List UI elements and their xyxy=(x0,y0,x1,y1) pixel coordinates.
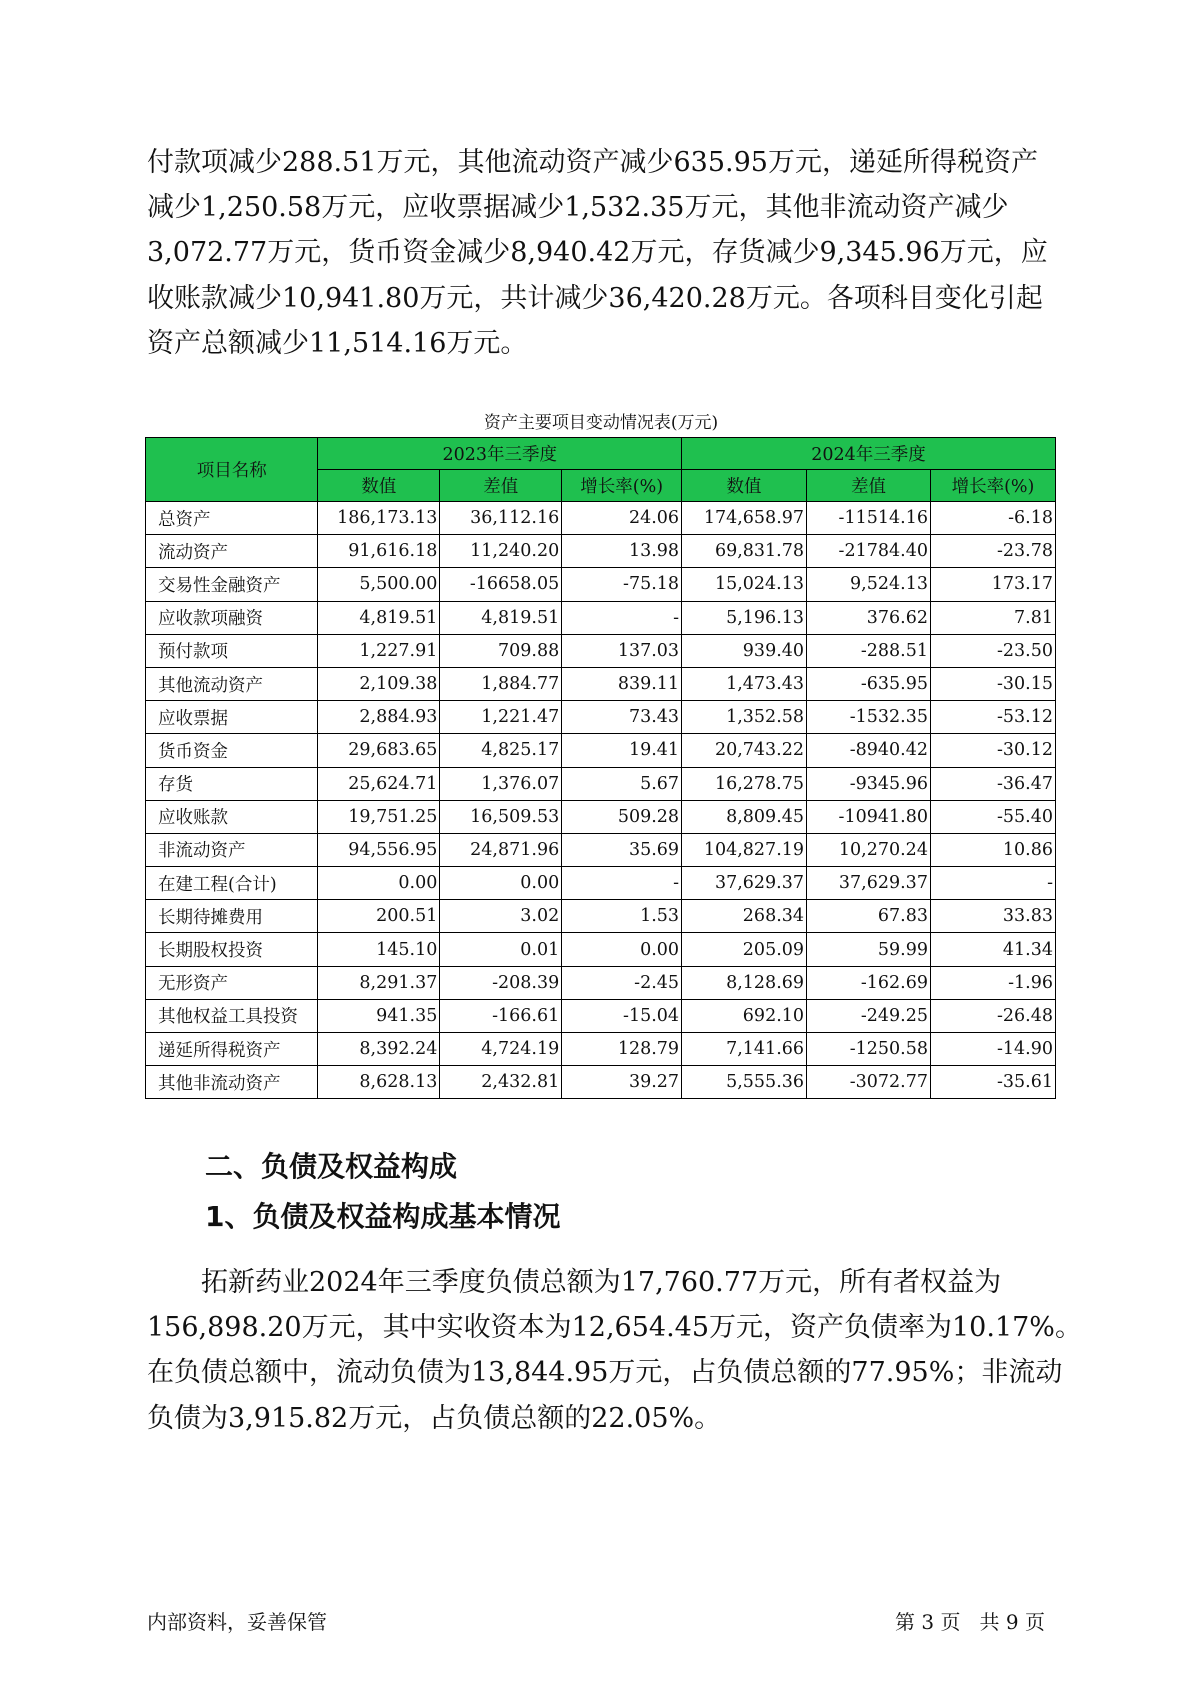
intro-line: 付款项减少288.51万元，其他流动资产减少635.95万元，递延所得税资产 xyxy=(147,147,1038,178)
table-row xyxy=(146,767,1056,800)
row-value-cell: 9,524.13 xyxy=(807,568,931,601)
table-row xyxy=(146,867,1056,900)
table-row xyxy=(146,933,1056,966)
row-value-cell: -6.18 xyxy=(930,502,1055,535)
row-value-cell: 3.02 xyxy=(440,900,562,933)
table-row xyxy=(146,634,1056,667)
row-value-cell: -16658.05 xyxy=(440,568,562,601)
row-value-cell: 1,221.47 xyxy=(440,701,562,734)
row-value-cell: -11514.16 xyxy=(807,502,931,535)
row-value-cell: -9345.96 xyxy=(807,767,931,800)
row-value-cell: 941.35 xyxy=(318,999,440,1032)
row-value-cell: 0.00 xyxy=(318,867,440,900)
row-value-cell: 839.11 xyxy=(562,667,682,700)
row-value-cell: 200.51 xyxy=(318,900,440,933)
row-value-cell: 24,871.96 xyxy=(440,833,562,866)
row-value-cell: -36.47 xyxy=(930,767,1055,800)
header-group-2023: 2023年三季度 xyxy=(318,438,682,470)
table-row xyxy=(146,1033,1056,1066)
row-value-cell: 692.10 xyxy=(682,999,807,1032)
row-value-cell: 174,658.97 xyxy=(682,502,807,535)
row-value-cell: 69,831.78 xyxy=(682,535,807,568)
row-value-cell: 205.09 xyxy=(682,933,807,966)
row-value-cell: -2.45 xyxy=(562,966,682,999)
header-growth-2024: 增长率(%) xyxy=(930,470,1055,502)
table-row xyxy=(146,667,1056,700)
row-value-cell: 1.53 xyxy=(562,900,682,933)
section-heading: 二、负债及权益构成 xyxy=(205,1150,458,1183)
row-value-cell: 8,392.24 xyxy=(318,1033,440,1066)
body-line: 156,898.20万元，其中实收资本为12,654.45万元，资产负债率为10.17%。 xyxy=(147,1312,1082,1344)
row-value-cell: -15.04 xyxy=(562,999,682,1032)
row-value-cell: 37,629.37 xyxy=(807,867,931,900)
header-group-2024: 2024年三季度 xyxy=(682,438,1056,470)
intro-line: 收账款减少10,941.80万元，共计减少36,420.28万元。各项科目变化引起 xyxy=(147,282,1043,314)
row-value-cell: 39.27 xyxy=(562,1066,682,1099)
row-value-cell: 19,751.25 xyxy=(318,800,440,833)
row-value-cell: 73.43 xyxy=(562,701,682,734)
row-value-cell: -1532.35 xyxy=(807,701,931,734)
row-value-cell: 1,884.77 xyxy=(440,667,562,700)
header-item-name: 项目名称 xyxy=(146,438,318,502)
row-value-cell: 25,624.71 xyxy=(318,767,440,800)
row-value-cell: 33.83 xyxy=(930,900,1055,933)
row-value-cell: 4,825.17 xyxy=(440,734,562,767)
row-item-name: 无形资产 xyxy=(146,966,318,999)
body-line: 拓新药业2024年三季度负债总额为17,760.77万元，所有者权益为 xyxy=(201,1267,1002,1298)
table-row xyxy=(146,734,1056,767)
row-value-cell: 7,141.66 xyxy=(682,1033,807,1066)
row-value-cell: 186,173.13 xyxy=(318,502,440,535)
row-value-cell: 2,432.81 xyxy=(440,1066,562,1099)
row-value-cell: 41.34 xyxy=(930,933,1055,966)
intro-paragraph xyxy=(147,140,1047,366)
row-value-cell: 939.40 xyxy=(682,634,807,667)
row-value-cell: 104,827.19 xyxy=(682,833,807,866)
row-value-cell: 145.10 xyxy=(318,933,440,966)
row-value-cell: -53.12 xyxy=(930,701,1055,734)
table-row xyxy=(146,966,1056,999)
row-value-cell: - xyxy=(930,867,1055,900)
row-value-cell: -55.40 xyxy=(930,800,1055,833)
row-value-cell: 15,024.13 xyxy=(682,568,807,601)
row-value-cell: 1,352.58 xyxy=(682,701,807,734)
row-value-cell: 67.83 xyxy=(807,900,931,933)
row-value-cell: -1.96 xyxy=(930,966,1055,999)
row-value-cell: -166.61 xyxy=(440,999,562,1032)
row-value-cell: 8,809.45 xyxy=(682,800,807,833)
row-item-name: 预付款项 xyxy=(146,634,318,667)
row-value-cell: 36,112.16 xyxy=(440,502,562,535)
row-value-cell: 709.88 xyxy=(440,634,562,667)
row-value-cell: 59.99 xyxy=(807,933,931,966)
row-item-name: 流动资产 xyxy=(146,535,318,568)
row-item-name: 其他流动资产 xyxy=(146,667,318,700)
row-item-name: 总资产 xyxy=(146,502,318,535)
row-value-cell: -10941.80 xyxy=(807,800,931,833)
row-value-cell: 4,819.51 xyxy=(440,601,562,634)
table-row xyxy=(146,502,1056,535)
row-value-cell: 11,240.20 xyxy=(440,535,562,568)
header-diff-2024: 差值 xyxy=(807,470,931,502)
row-value-cell: -14.90 xyxy=(930,1033,1055,1066)
body-line: 负债为3,915.82万元，占负债总额的22.05%。 xyxy=(147,1402,722,1434)
row-value-cell: 1,376.07 xyxy=(440,767,562,800)
row-value-cell: 29,683.65 xyxy=(318,734,440,767)
row-value-cell: -35.61 xyxy=(930,1066,1055,1099)
row-value-cell: - xyxy=(562,867,682,900)
row-value-cell: 4,819.51 xyxy=(318,601,440,634)
row-value-cell: 5,500.00 xyxy=(318,568,440,601)
row-value-cell: 2,109.38 xyxy=(318,667,440,700)
row-value-cell: 268.34 xyxy=(682,900,807,933)
row-value-cell: 2,884.93 xyxy=(318,701,440,734)
row-value-cell: 10.86 xyxy=(930,833,1055,866)
row-value-cell: 7.81 xyxy=(930,601,1055,634)
table-row xyxy=(146,833,1056,866)
row-value-cell: 137.03 xyxy=(562,634,682,667)
row-item-name: 存货 xyxy=(146,767,318,800)
row-value-cell: 35.69 xyxy=(562,833,682,866)
row-value-cell: 128.79 xyxy=(562,1033,682,1066)
row-value-cell: 19.41 xyxy=(562,734,682,767)
row-item-name: 货币资金 xyxy=(146,734,318,767)
intro-line: 资产总额减少11,514.16万元。 xyxy=(147,327,528,359)
footer-page-number: 第 3 页 共 9 页 xyxy=(895,1610,1045,1634)
table-row xyxy=(146,800,1056,833)
row-value-cell: 509.28 xyxy=(562,800,682,833)
row-value-cell: -26.48 xyxy=(930,999,1055,1032)
row-value-cell: -288.51 xyxy=(807,634,931,667)
intro-line: 减少1,250.58万元，应收票据减少1,532.35万元，其他非流动资产减少 xyxy=(147,192,1009,224)
row-value-cell: 8,291.37 xyxy=(318,966,440,999)
row-item-name: 应收票据 xyxy=(146,701,318,734)
row-value-cell: 173.17 xyxy=(930,568,1055,601)
row-value-cell: 91,616.18 xyxy=(318,535,440,568)
row-value-cell: -8940.42 xyxy=(807,734,931,767)
row-value-cell: 8,128.69 xyxy=(682,966,807,999)
body-paragraph xyxy=(147,1260,1082,1441)
subsection-heading: 1、负债及权益构成基本情况 xyxy=(205,1200,561,1233)
row-value-cell: 0.00 xyxy=(440,867,562,900)
table-row xyxy=(146,568,1056,601)
row-value-cell: - xyxy=(562,601,682,634)
row-item-name: 长期待摊费用 xyxy=(146,900,318,933)
row-value-cell: -21784.40 xyxy=(807,535,931,568)
row-value-cell: 37,629.37 xyxy=(682,867,807,900)
row-value-cell: 16,278.75 xyxy=(682,767,807,800)
row-item-name: 长期股权投资 xyxy=(146,933,318,966)
row-item-name: 递延所得税资产 xyxy=(146,1033,318,1066)
row-value-cell: 1,473.43 xyxy=(682,667,807,700)
table-caption: 资产主要项目变动情况表(万元) xyxy=(483,413,719,433)
row-value-cell: -23.50 xyxy=(930,634,1055,667)
header-value-2023: 数值 xyxy=(318,470,440,502)
table-row xyxy=(146,535,1056,568)
row-value-cell: -23.78 xyxy=(930,535,1055,568)
row-item-name: 应收账款 xyxy=(146,800,318,833)
row-item-name: 其他非流动资产 xyxy=(146,1066,318,1099)
row-value-cell: 1,227.91 xyxy=(318,634,440,667)
row-value-cell: -162.69 xyxy=(807,966,931,999)
row-value-cell: 0.00 xyxy=(562,933,682,966)
row-value-cell: 5,196.13 xyxy=(682,601,807,634)
row-value-cell: -3072.77 xyxy=(807,1066,931,1099)
row-item-name: 非流动资产 xyxy=(146,833,318,866)
table-body xyxy=(146,502,1056,1099)
table-row xyxy=(146,999,1056,1032)
row-value-cell: 4,724.19 xyxy=(440,1033,562,1066)
body-line: 在负债总额中，流动负债为13,844.95万元，占负债总额的77.95%；非流动 xyxy=(147,1357,1063,1389)
table-row xyxy=(146,601,1056,634)
row-value-cell: 13.98 xyxy=(562,535,682,568)
row-value-cell: 20,743.22 xyxy=(682,734,807,767)
row-value-cell: 376.62 xyxy=(807,601,931,634)
row-item-name: 交易性金融资产 xyxy=(146,568,318,601)
row-value-cell: -30.12 xyxy=(930,734,1055,767)
row-value-cell: -30.15 xyxy=(930,667,1055,700)
footer-confidential-note: 内部资料，妥善保管 xyxy=(147,1610,327,1634)
row-value-cell: 24.06 xyxy=(562,502,682,535)
row-value-cell: -635.95 xyxy=(807,667,931,700)
row-value-cell: 5,555.36 xyxy=(682,1066,807,1099)
row-value-cell: 16,509.53 xyxy=(440,800,562,833)
table-row xyxy=(146,701,1056,734)
asset-changes-table xyxy=(145,437,1056,1099)
row-value-cell: -1250.58 xyxy=(807,1033,931,1066)
row-value-cell: -208.39 xyxy=(440,966,562,999)
row-item-name: 应收款项融资 xyxy=(146,601,318,634)
row-value-cell: 5.67 xyxy=(562,767,682,800)
row-item-name: 其他权益工具投资 xyxy=(146,999,318,1032)
header-diff-2023: 差值 xyxy=(440,470,562,502)
row-item-name: 在建工程(合计) xyxy=(146,867,318,900)
row-value-cell: -75.18 xyxy=(562,568,682,601)
table-row xyxy=(146,900,1056,933)
header-growth-2023: 增长率(%) xyxy=(562,470,682,502)
table-row xyxy=(146,1066,1056,1099)
row-value-cell: 10,270.24 xyxy=(807,833,931,866)
row-value-cell: 8,628.13 xyxy=(318,1066,440,1099)
row-value-cell: -249.25 xyxy=(807,999,931,1032)
row-value-cell: 94,556.95 xyxy=(318,833,440,866)
intro-line: 3,072.77万元，货币资金减少8,940.42万元，存货减少9,345.96万元，应 xyxy=(147,237,1048,269)
header-value-2024: 数值 xyxy=(682,470,807,502)
row-value-cell: 0.01 xyxy=(440,933,562,966)
